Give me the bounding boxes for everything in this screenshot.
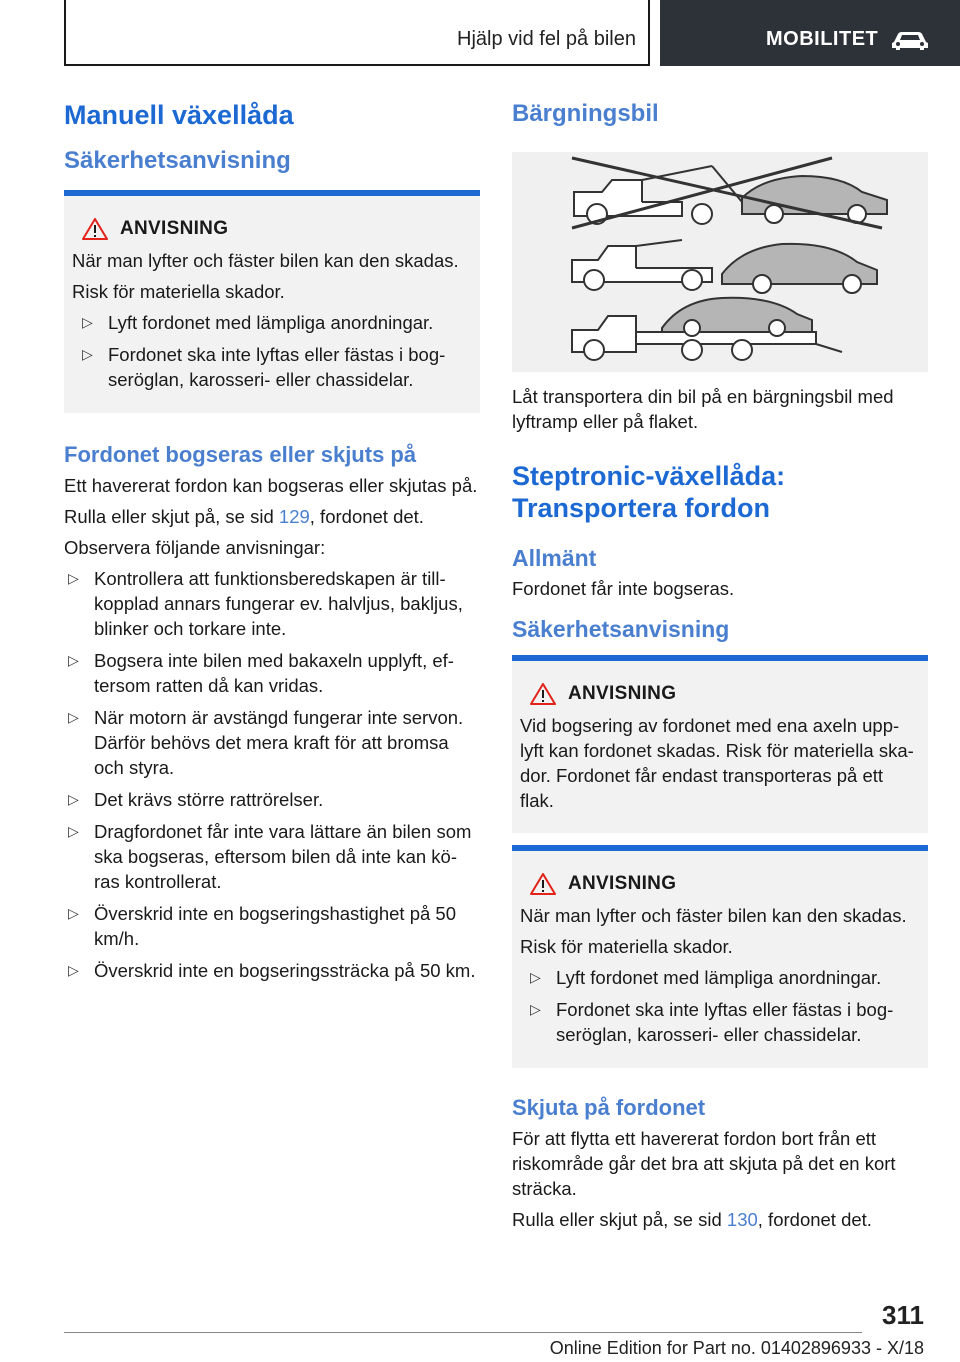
paragraph: Ett havererat fordon kan bogseras eller skjutas på.	[64, 475, 478, 496]
warning-title: ANVISNING	[82, 218, 472, 240]
header-section-title: Hjälp vid fel på bilen	[457, 28, 636, 50]
header-section-box	[64, 0, 650, 66]
warning-text: När man lyfter och fäster bilen kan den skadas.	[72, 250, 459, 271]
list-item: ▷ Det krävs större rattrörelser.	[64, 787, 480, 812]
heading-manual-gearbox: Manuell växellåda	[64, 100, 294, 130]
left-column	[64, 98, 480, 990]
list-item: ▷ Dragfordonet får inte vara lättare än bilen som ska bogseras, eftersom bilen då inte kan kö-ras kontrollerat.	[64, 819, 480, 894]
header-chapter-box	[660, 0, 960, 66]
paragraph: Rulla eller skjut på, se sid 130, fordonet det.	[512, 1209, 872, 1230]
heading-general: Allmänt	[512, 545, 597, 571]
warning-triangle-icon	[530, 873, 556, 895]
warning-triangle-icon	[530, 683, 556, 705]
paragraph: Rulla eller skjut på, se sid 129, fordonet det.	[64, 506, 424, 527]
right-column	[512, 98, 928, 1238]
heading-steptronic: Steptronic-växellåda: Transportera fordon	[512, 461, 786, 523]
page-link[interactable]: 130	[726, 1209, 758, 1230]
list-item: ▷ Bogsera inte bilen med bakaxeln upplyft, ef-tersom ratten då kan vridas.	[64, 648, 480, 698]
list-item: ▷ Fordonet ska inte lyftas eller fästas i bog-seröglan, karosseri- eller chassidelar.	[72, 342, 472, 392]
list-item: ▷ Överskrid inte en bogseringshastighet på 50 km/h.	[64, 901, 480, 951]
list-item: ▷ Lyft fordonet med lämpliga anordningar.	[72, 310, 472, 335]
warning-list	[520, 965, 920, 1047]
warning-title: ANVISNING	[530, 873, 920, 895]
warning-box	[512, 845, 928, 1068]
paragraph: För att flytta ett havererat fordon bort från ett riskområde går det bra att skjuta på det en kort sträcka.	[512, 1128, 896, 1199]
list-item: ▷ Fordonet ska inte lyftas eller fästas i bog-seröglan, karosseri- eller chassidelar.	[520, 997, 920, 1047]
warning-text: Risk för materiella skador.	[520, 936, 733, 957]
list-item: ▷ Lyft fordonet med lämpliga anordningar.	[520, 965, 920, 990]
warning-list	[72, 310, 472, 392]
car-icon	[890, 28, 930, 52]
tow-truck-illustration	[512, 152, 928, 372]
warning-text: Risk för materiella skador.	[72, 281, 285, 302]
warning-box	[512, 655, 928, 833]
heading-push-vehicle: Skjuta på fordonet	[512, 1095, 706, 1120]
heading-safety: Säkerhetsanvisning	[512, 616, 730, 642]
tow-truck-drawing	[512, 152, 928, 372]
header-chapter-title: MOBILITET	[766, 28, 879, 50]
instruction-list	[64, 566, 480, 983]
edition-text: Online Edition for Part no. 01402896933 - X/18	[549, 1338, 924, 1358]
heading-tow-truck: Bärgningsbil	[512, 100, 659, 127]
warning-title: ANVISNING	[530, 683, 920, 705]
list-item: ▷ Överskrid inte en bogseringssträcka på 50 km.	[64, 958, 480, 983]
heading-safety: Säkerhetsanvisning	[64, 147, 291, 174]
page-number: 311	[882, 1300, 924, 1330]
paragraph: Fordonet får inte bogseras.	[512, 578, 735, 599]
image-caption: Låt transportera din bil på en bärgningsbil med lyftramp eller på flaket.	[512, 386, 894, 432]
warning-text: När man lyfter och fäster bilen kan den skadas.	[520, 905, 907, 926]
warning-triangle-icon	[82, 218, 108, 240]
paragraph: Observera följande anvisningar:	[64, 537, 326, 558]
heading-towed-pushed: Fordonet bogseras eller skjuts på	[64, 442, 417, 467]
list-item: ▷ När motorn är avstängd fungerar inte servon. Därför behövs det mera kraft för att bromsa och styra.	[64, 705, 480, 780]
footer-divider	[64, 1332, 862, 1333]
warning-text: Vid bogsering av fordonet med ena axeln upp-lyft kan fordonet skadas. Risk för materiella ska-dor. Fordonet får endast transporteras på ett flak.	[520, 715, 914, 811]
page-header	[64, 0, 960, 66]
warning-box	[64, 190, 480, 413]
list-item: ▷ Kontrollera att funktionsberedskapen är till-kopplad annars fungerar ev. halvljus, bakljus, blinker och torkare inte.	[64, 566, 480, 641]
page-link[interactable]: 129	[278, 506, 310, 527]
